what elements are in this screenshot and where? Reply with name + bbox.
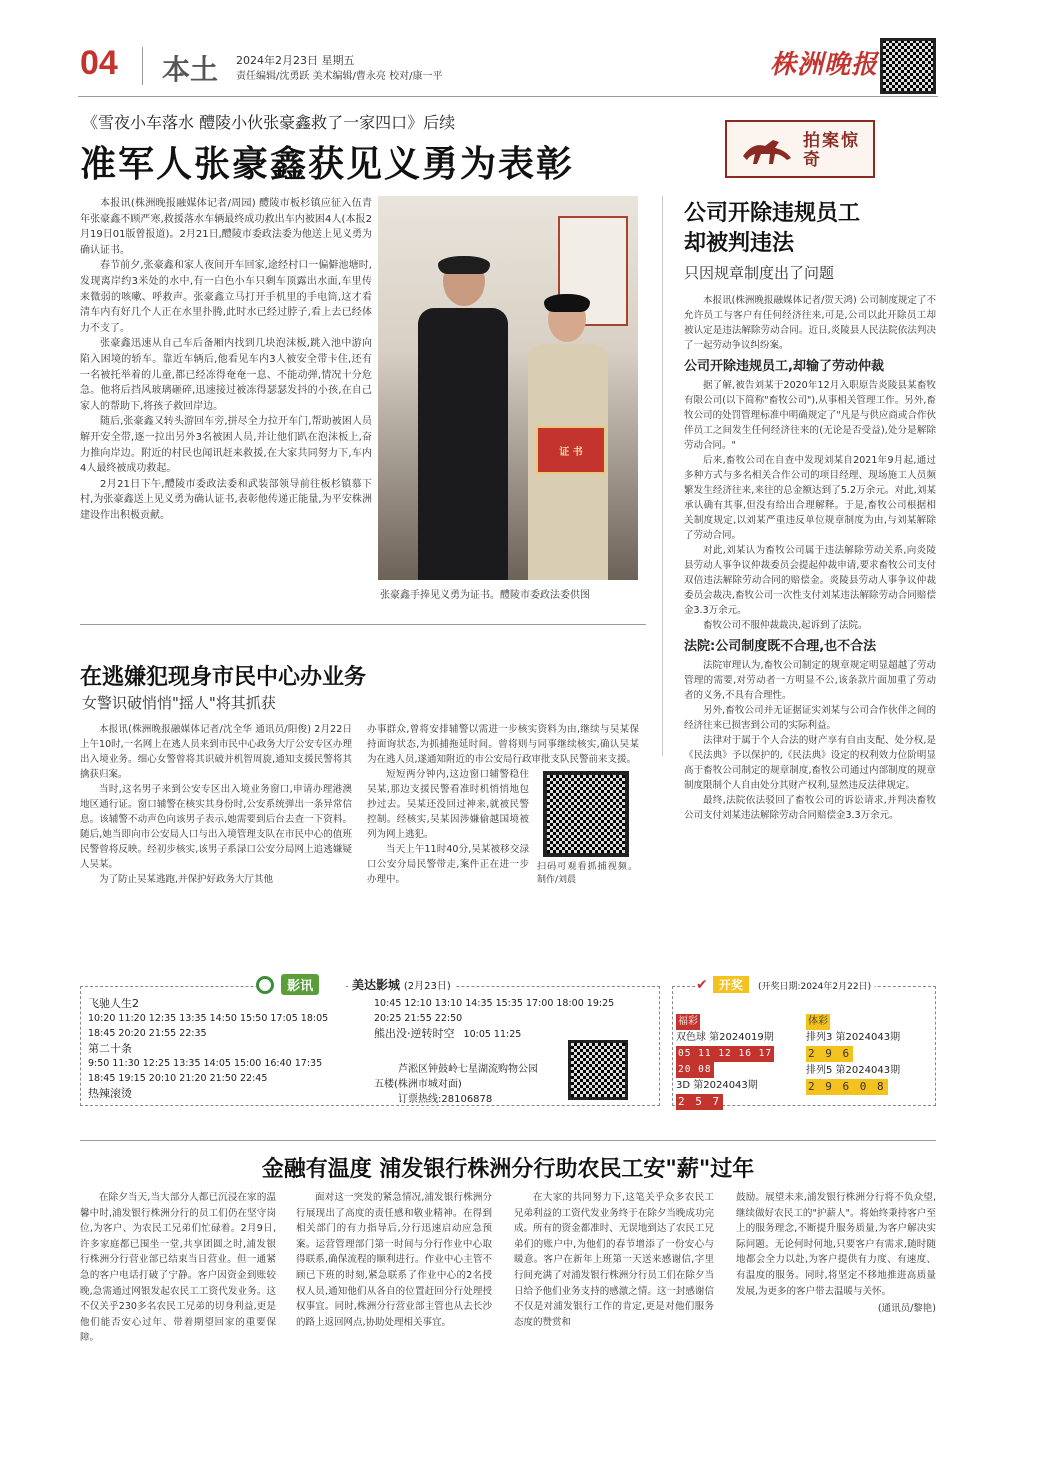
story3-subhead: 女警识破悄悄"摇人"将其抓获 [82, 694, 276, 712]
lottery-title: 开奖 [713, 976, 749, 993]
story2-headline-line2: 却被判违法 [684, 230, 795, 256]
story2-headline [684, 198, 860, 258]
story4-byline: (通讯员/黎艳) [877, 1303, 936, 1315]
movie-times: 10:05 11:25 [463, 1029, 522, 1040]
story1-bottom-rule [80, 624, 646, 625]
story1-body [80, 196, 372, 523]
story1-paragraph: 随后,张豪鑫又转头游回车旁,拼尽全力拉开车门,帮助被困人员解开安全带,逐一拉出另外3名被困人员,并让他们趴在泡沫板上,奋力推向岸边。附近的村民也闻讯赶来救援,在大家共同努力下,车内4人最终被成功救起。 [80, 416, 372, 475]
story3-paragraph: 短短两分钟内,这边窗口辅警稳住吴某,那边支援民警看准时机悄悄地包抄过去。吴某还没回过神来,就被民警控制。经核实,吴某因涉嫌偷越国境被列为网上逃犯。 [367, 769, 529, 840]
pl5-label: 排列5 第2024043期 [806, 1065, 901, 1076]
masthead-rule [78, 96, 938, 97]
cinema-name [348, 976, 455, 993]
cinema-name-text: 美达影城 [352, 978, 401, 992]
story4-column-1 [80, 1190, 276, 1346]
story2-paragraph: 对此,刘某认为畜牧公司属于违法解除劳动关系,向炎陵县劳动人事争议仲裁委员会提起仲裁申请,要求畜牧公司支付双倍违法解除劳动合同的赔偿金。炎陵县劳动人事争议仲裁委员会裁决,畜牧公司一次性支付刘某违法解除劳动合同赔偿金3.3万余元。 [684, 545, 936, 616]
ticai-label: 体彩 [806, 1014, 830, 1030]
section-name: 本土 [162, 53, 219, 86]
story2-section1-title: 公司开除违规员工,却输了劳动仲裁 [684, 359, 884, 374]
fc3d-numbers: 2 5 7 [678, 1095, 722, 1108]
movie-title: 热辣滚烫 [88, 1087, 132, 1100]
story3-qr-code[interactable] [543, 771, 629, 857]
movie-times: 10:20 11:20 12:35 13:35 14:50 15:50 17:05 18:05 [88, 1013, 329, 1024]
story2-subhead: 只因规章制度出了问题 [684, 264, 835, 282]
story2-paragraph: 后来,畜牧公司在自查中发现刘某自2021年9月起,通过多种方式与多名相关合作公司的项目经理、现场施工人员频繁发生经济往来,来往的总金额达到了5.2万余元。对此,刘某承认确有其事,但没有给出合理解释。于是,畜牧公司根据相关制度规定,以刘某严重违反单位规章制度为由,与刘某解除了劳动合同。 [684, 455, 936, 541]
fc3d-label: 3D 第2024043期 [676, 1080, 758, 1091]
check-icon: ✔ [696, 977, 708, 993]
story4-column-2 [296, 1190, 492, 1330]
story1-paragraph: 春节前夕,张豪鑫和家人夜间开车回家,途经村口一偏僻池塘时,发现离岸约3米处的水中,有一白色小车只剩车顶露出水面,车里传来微弱的咳嗽、呼救声。张豪鑫立马打开手机里的手电筒,这才看清车内有好几个人正在水里扑腾,此时水已经过脖子,看上去已经体力不支了。 [80, 260, 372, 334]
story4-paragraph: 鼓励。展望未来,浦发银行株洲分行将不负众望,继续做好农民工的"护薪人"。将始终秉持客户至上的服务理念,不断提升服务质量,为客户解决实际问题。无论何时何地,只要客户有需求,随时随地都会全力以赴,为客户提供有力度、有速度、有温度的服务。同时,将坚定不移地推进高质量发展,为更多的客户带去温暖与关怀。 [736, 1192, 936, 1297]
story1-headline: 准军人张豪鑫获见义勇为表彰 [80, 143, 575, 185]
certificate-text: 证 书 [559, 446, 583, 458]
story3-paragraph: 当时,这名男子来到公安专区出入境业务窗口,申请办理港澳地区通行证。窗口辅警在核实其身份时,公安系统弹出一条异常信息。该辅警不动声色向该男子表示,她需要到后台去查一下资料。随后,她当即向市公安局人口与出入境管理支队在市民中心的值班民警曾将反映。经初步核实,该男子系渌口公安分局网上追逃嫌疑人吴某。 [80, 784, 352, 870]
newspaper-logo: 株洲晚报 [770, 50, 879, 80]
story3-column-1 [80, 722, 352, 887]
cinema-logo-text: 影讯 [281, 974, 319, 995]
story3-paragraph: 本报讯(株洲晚报融媒体记者/沈全华 通讯员/阳俊) 2月22日上午10时,一名网上在逃人员来到市民中心政务大厅公安专区办理出入境业务。细心女警曾将其识破并机智周旋,通知支援民警将其擒获归案。 [80, 724, 352, 780]
story2-headline-line1: 公司开除违规员工 [684, 200, 861, 226]
story3-column-2 [367, 722, 639, 887]
masthead-divider [142, 47, 143, 85]
issue-date: 2024年2月23日 星期五 [236, 54, 355, 67]
movie-title: 飞驰人生2 [88, 997, 139, 1010]
lottery-fucai [676, 1014, 804, 1111]
cinema-address-line2: 五楼(株洲市城对面) [374, 1079, 462, 1090]
story4-paragraph: 在大家的共同努力下,这笔关乎众多农民工兄弟利益的工资代发业务终于在除夕当晚成功完成。所有的资金都准时、无误地到达了农民工兄弟们的账户中,为他们的春节增添了一份安心与暖意。客户在新年上班第一天送来感谢信,字里行间充满了对浦发银行株洲分行员工们在除夕当日给予他们业务支持的感激之情。这一封感谢信不仅是对浦发银行工作的肯定,更是对他们服务态度的赞赏和 [514, 1192, 714, 1328]
masthead [0, 0, 1039, 100]
cinema-qr-code[interactable] [568, 1040, 628, 1100]
column-divider [662, 196, 663, 756]
story4-column-3 [514, 1190, 714, 1330]
story2-paragraph: 畜牧公司不服仲裁裁决,起诉到了法院。 [703, 620, 868, 631]
page-number: 04 [80, 44, 118, 82]
story2-body [684, 293, 936, 823]
story3-headline: 在逃嫌犯现身市民中心办业务 [80, 664, 367, 690]
movie-title: 熊出没·逆转时空 [374, 1027, 455, 1040]
story3-paragraph: 办事群众,曾将安排辅警以需进一步核实资料为由,继续与吴某保持面询状态,为抓捕拖延时间。曾将则与同事继续核实,确认吴某为在逃人员,遂通知附近的市公安局行政审批支队民警前来支援。 [367, 724, 639, 765]
movie-title: 第二十条 [88, 1042, 132, 1055]
pl5-numbers: 2 9 6 0 8 [808, 1080, 886, 1093]
story3-paragraph: 为了防止吴某逃跑,并保护好政务大厅其他 [99, 874, 274, 885]
story4-paragraph: 在除夕当天,当大部分人都已沉浸在家的温馨中时,浦发银行株洲分行的员工们仍在坚守岗位,为客户、为农民工兄弟们忙碌着。2月9日,许多家庭都已围坐一堂,共享团圆之时,浦发银行株洲分行营业部已结束当日营业。但一通紧急的客户电话打破了宁静。客户因资金到账较晚,急需通过网银发起农民工工资代发业务。这不仅关乎230多名农民工兄弟的切身利益,更是他们能否安心过年、带着期望回家的重要保障。 [80, 1192, 276, 1344]
pl3-numbers: 2 9 6 [808, 1047, 852, 1060]
story4-headline: 金融有温度 浦发银行株洲分行助农民工安"薪"过年 [261, 1156, 755, 1182]
story3-qr-caption: 扫码可观看抓捕视频。 制作/刘晨 [537, 862, 637, 885]
movie-times: 9:50 11:30 12:25 13:35 14:05 15:00 16:40 17:35 [88, 1058, 323, 1069]
shuangseqiu-extra-balls: 20 08 [676, 1062, 714, 1078]
cinema-schedule-left [88, 996, 370, 1101]
horse-icon [739, 132, 797, 168]
pl3-label: 排列3 第2024043期 [806, 1032, 901, 1043]
movie-times: 20:25 21:55 22:50 [374, 1013, 463, 1024]
movie-times: 18:45 19:15 20:10 21:20 21:50 22:45 [88, 1073, 268, 1084]
story2-paragraph: 最终,法院依法驳回了畜牧公司的诉讼请求,并判决畜牧公司支付刘某违法解除劳动合同赔偿金3.3万余元。 [684, 795, 936, 821]
cinema-address-line1: 芦淞区钟鼓岭七星湖流购物公园 [398, 1064, 538, 1075]
cinema-schedule-right [374, 996, 654, 1042]
story4-paragraph: 面对这一突发的紧急情况,浦发银行株洲分行展现出了高度的责任感和敬业精神。在得到相关部门的有力指导后,分行迅速启动应急预案。运营管理部门第一时间与分行作业中心取得联系,确保流程的顺利进行。作业中心主管不顾已下班的时刻,紧急联系了作业中心的2名授权人员,通知他们从各自的位置赶回分行处理授权事宜。同时,株洲分行营业部主管也从去长沙的路上返回网点,协助处理相关事宜。 [296, 1192, 492, 1328]
story2-paragraph: 法院审理认为,畜牧公司制定的规章规定明显超越了劳动管理的需要,对劳动者一方明显不公,该条款片面加重了劳动者的义务,不具有合理性。 [684, 660, 936, 701]
lottery-ticai [806, 1014, 934, 1096]
column-badge [725, 120, 875, 178]
story1-paragraph: 张豪鑫迅速从自己车后备厢内找到几块泡沫板,跳入池中游向陷入困境的轿车。靠近车辆后,他看见车内3人被安全带卡住,还有一名被托举着的儿童,都已经冻得奄奄一息、不能动弹,情况十分危急。他将后挡风玻璃砸碎,迅速接过被冻得瑟瑟发抖的小孩,在自己家人的帮助下,将孩子救回岸边。 [80, 338, 372, 412]
lottery-header [696, 974, 875, 993]
story1-photo-caption: 张豪鑫手捧见义勇为证书。醴陵市委政法委供图 [380, 590, 590, 601]
shuangseqiu-label: 双色球 第2024019期 [676, 1032, 774, 1043]
story2-section2-title: 法院:公司制度既不合理,也不合法 [684, 639, 877, 654]
editors-line: 责任编辑/沈勇跃 美术编辑/曹永亮 校对/康一平 [236, 71, 443, 82]
story2-paragraph: 法律对于属于个人合法的财产享有自由支配、处分权,是《民法典》予以保护的,《民法典》设定的权利效力位阶明显高于畜牧公司制定的规章制度,畜牧公司通过内部制度的规章制度限制个人自由处分其财产权利,显然违反法律规定。 [684, 735, 936, 791]
story3-paragraph: 当天上午11时40分,吴某被移交渌口公安分局民警带走,案件正在进一步办理中。 [367, 844, 529, 885]
story1-kicker: 《雪夜小车落水 醴陵小伙张豪鑫救了一家四口》后续 [82, 113, 456, 132]
story2-paragraph: 据了解,被告刘某于2020年12月入职原告炎陵县某畜牧有限公司(以下简称"畜牧公司"),从事相关管理工作。另外,畜牧公司的处罚管理标准中明确规定了"凡是与供应商或合作伙伴员工之间发生任何经济往来的(无论是否受益),处分是解除劳动合同。" [684, 380, 936, 451]
film-reel-icon [256, 976, 274, 994]
story2-paragraph: 另外,畜牧公司并无证据证实刘某与公司合作伙伴之间的经济往来已损害到公司的实际利益。 [684, 705, 936, 731]
fucai-label: 福彩 [676, 1014, 700, 1030]
story4-top-rule [80, 1140, 936, 1141]
story1-photo [378, 196, 638, 580]
cinema-date: (2月23日) [403, 981, 451, 992]
story1-paragraph: 本报讯(株洲晚报融媒体记者/周园) 醴陵市板杉镇应征入伍青年张豪鑫不顾严寒,救援落水车辆最终成功救出车内被困4人(本报2月19日01版曾报道)。2月21日,醴陵市委政法委为他送上见义勇为确认证书。 [80, 198, 372, 256]
movie-times: 18:45 20:20 21:55 22:35 [88, 1028, 207, 1039]
shuangseqiu-red-balls: 05 11 12 16 17 [676, 1046, 774, 1062]
masthead-qr-code [880, 38, 936, 94]
story1-paragraph: 2月21日下午,醴陵市委政法委和武装部领导前往板杉镇慕下村,为张豪鑫送上见义勇为确认证书,表彰他传递正能量,为平安株洲建设作出积极贡献。 [80, 478, 372, 521]
story2-intro: 本报讯(株洲晚报融媒体记者/贺天鸿) 公司制度规定了不允许员工与客户有任何经济往来,可是,公司以此开除员工却被认定是违法解除劳动合同。近日,炎陵县人民法院依法判决了一起劳动争议纠纷案。 [684, 295, 936, 351]
cinema-logo [256, 974, 344, 996]
cinema-address [374, 1062, 560, 1107]
movie-times: 10:45 12:10 13:10 14:35 15:35 17:00 18:00 19:25 [374, 998, 615, 1009]
cinema-phone: 订票热线:28106878 [398, 1094, 493, 1105]
column-badge-title: 拍案惊奇 [803, 131, 860, 170]
story4-column-4 [736, 1190, 936, 1317]
photo-man-left [418, 256, 508, 580]
lottery-date: (开奖日期:2024年2月22日) [757, 982, 872, 992]
photo-certificate [536, 426, 606, 474]
